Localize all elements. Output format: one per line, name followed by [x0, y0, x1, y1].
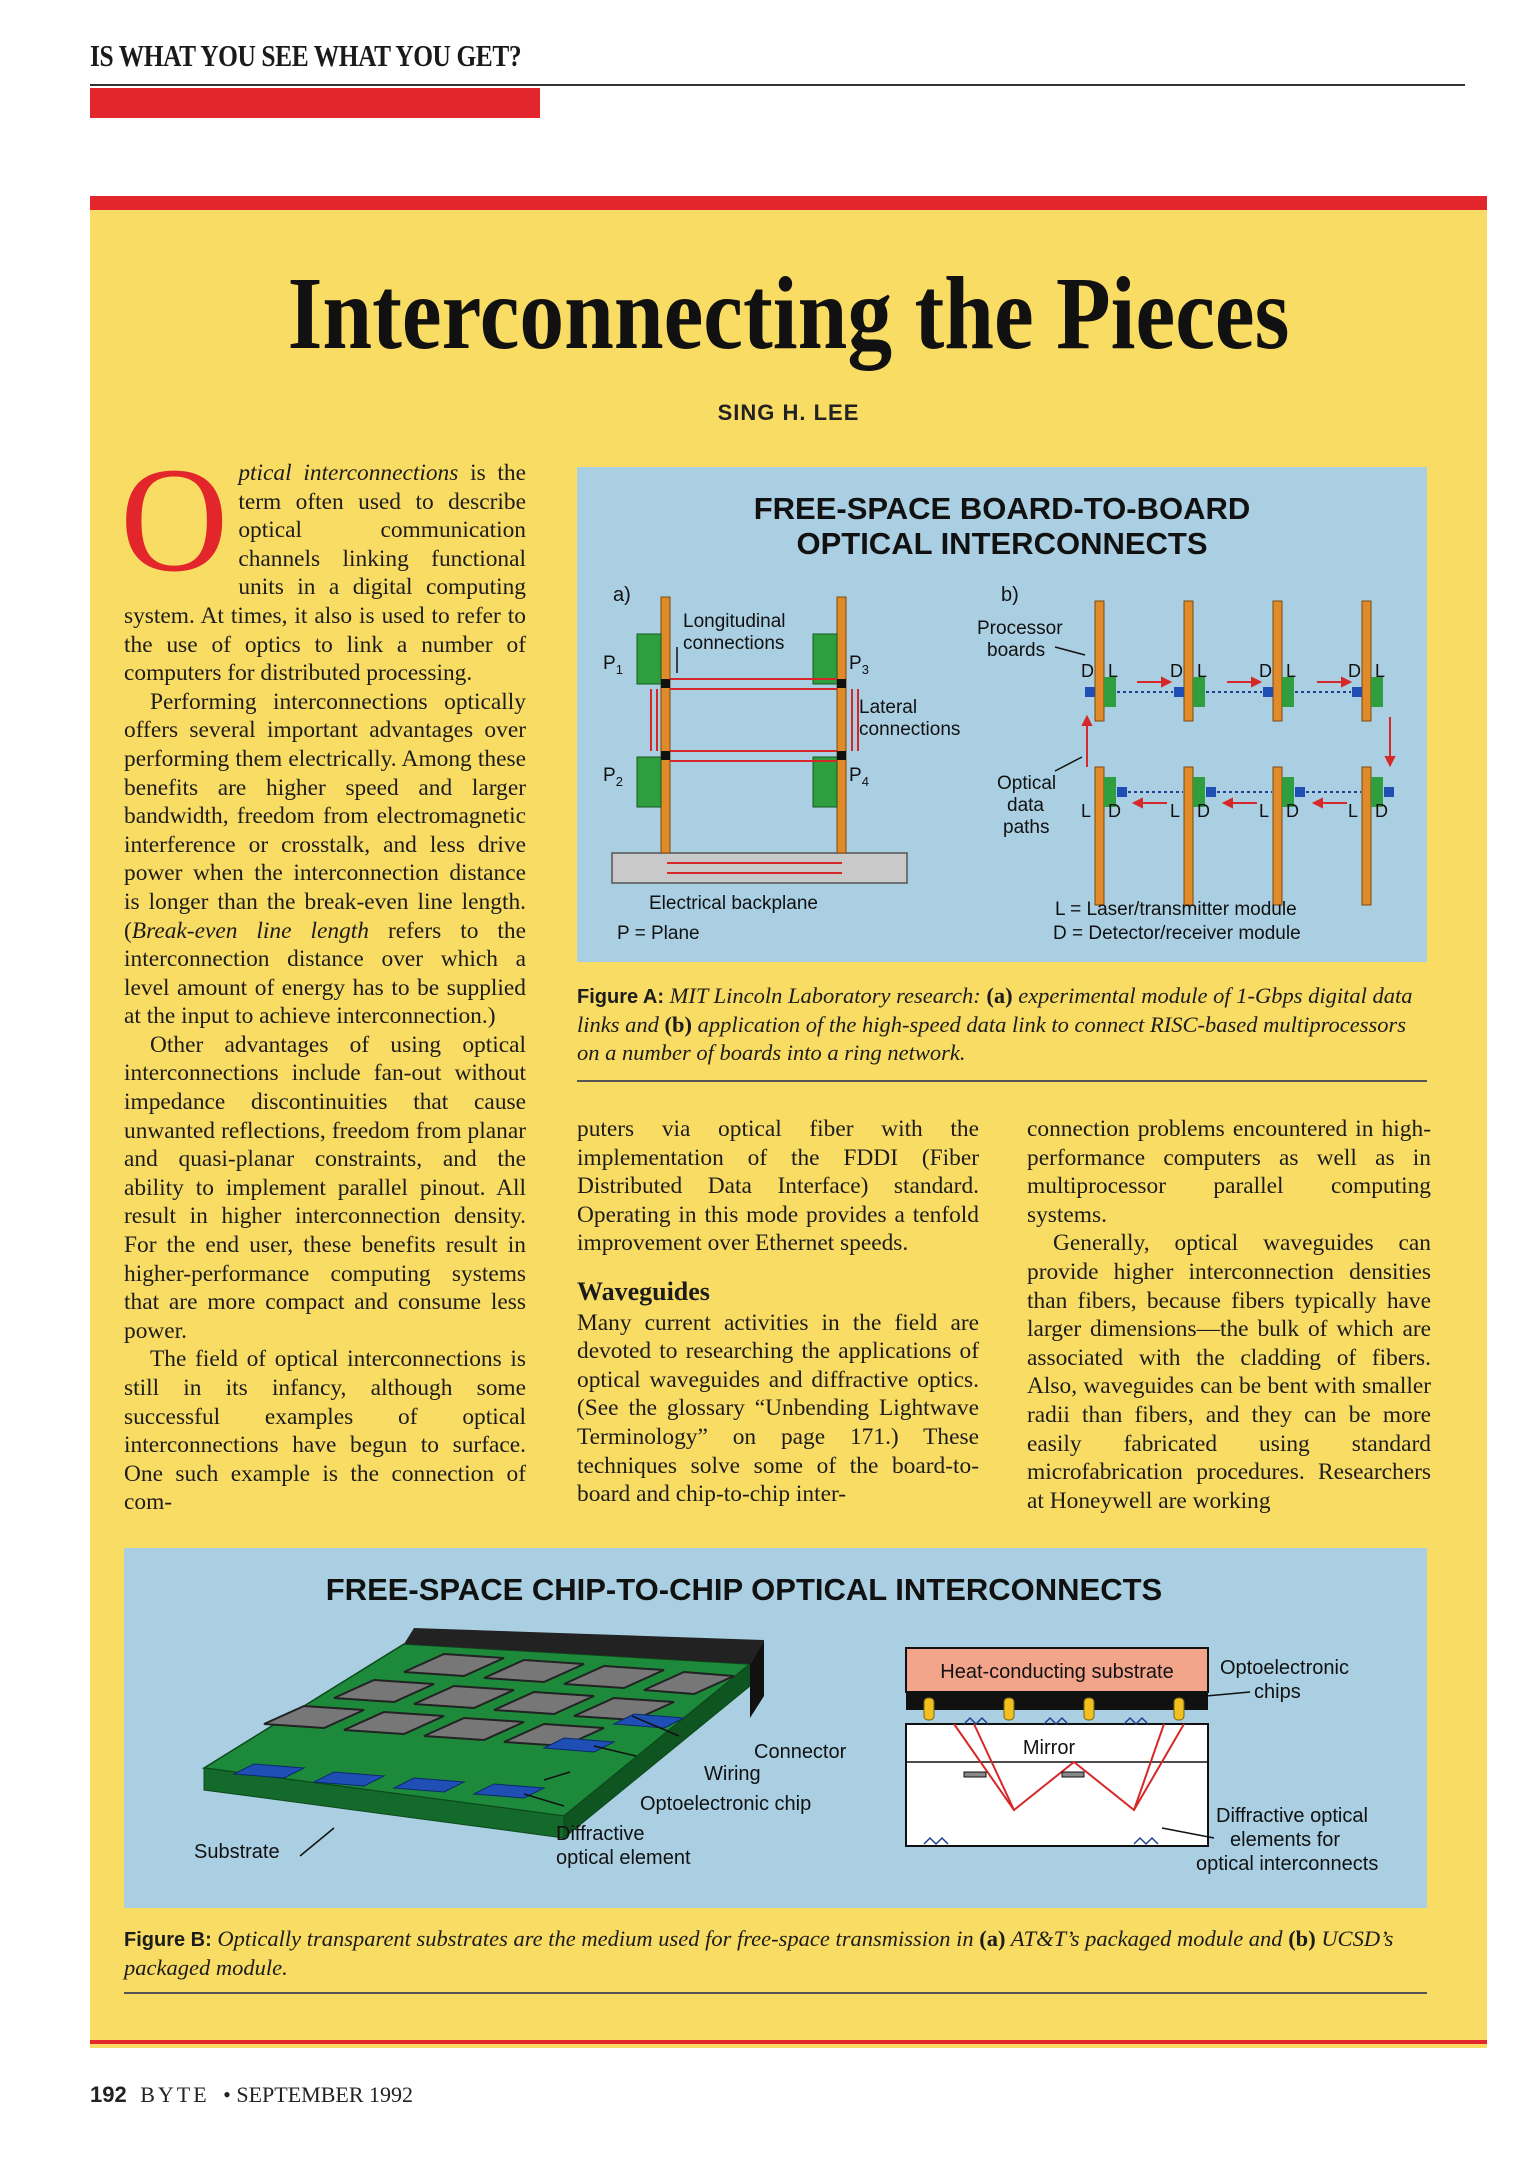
figure-a-diagram: [577, 467, 1427, 962]
panel-top-rule: [90, 196, 1487, 210]
bottom-l-2: L: [1170, 801, 1181, 821]
figure-b-svg: [124, 1548, 1427, 1908]
figure-b-title: FREE-SPACE CHIP-TO-CHIP OPTICAL INTERCONNECTS: [325, 1572, 1163, 1607]
figure-a-caption: Figure A: MIT Lincoln Laboratory research: (a) experimental module of 1-Gbps digital data links and (b) application of the high-speed data link to connect RISC-based multiprocessors on a number of boards into a ring network.: [577, 983, 1413, 1065]
caption-lead: Figure A:: [577, 986, 665, 1008]
callout-line: [300, 1828, 334, 1856]
label-optical: Optical: [997, 773, 1057, 794]
figure-a-caption-rule: [577, 1080, 1427, 1082]
legend-plane: P = Plane: [617, 923, 700, 944]
label-diffractive: Diffractive: [556, 1823, 645, 1845]
mirror-element: [964, 1772, 986, 1777]
bottom-l-4: L: [1348, 801, 1359, 821]
module-p2: [637, 757, 661, 807]
text-column-1: [120, 437, 526, 1517]
processor-board: [1184, 601, 1193, 721]
label-p1: $P_1$: [603, 653, 623, 677]
panel-bottom-rule: [90, 2040, 1487, 2044]
processor-board: [1095, 767, 1104, 905]
figure-b-diagram: [124, 1548, 1427, 1908]
bottom-d-4: D: [1375, 801, 1388, 821]
top-d-1: D: [1081, 661, 1094, 681]
top-l-4: L: [1375, 661, 1386, 681]
label-paths: paths: [1003, 817, 1050, 838]
callout-line: [1055, 757, 1082, 771]
figure-a-title-1: FREE-SPACE BOARD-TO-BOARD: [753, 491, 1251, 526]
label-p2: $P_2$: [603, 765, 623, 789]
paragraph: connection problems encountered in high-performance computers as well as in multiprocessor parallel computing systems.: [1027, 1116, 1431, 1228]
module-p1: [637, 634, 661, 684]
label-doe-3: optical interconnects: [1196, 1853, 1379, 1875]
drop-cap: O: [120, 437, 229, 603]
processor-board: [1095, 601, 1104, 721]
paragraph: Other advantages of using optical interconnections include fan-out without impedance discontinuities that cause unwanted reflections, freedom from planar and quasi-planar constraints, and the ability to implement parallel pinout. All result in higher interconnection density. For the end user, these benefits result in higher-performance computing systems that are more compact and consume less power.: [124, 1031, 526, 1344]
magazine-name: BYTE: [140, 2082, 210, 2107]
page-footer: [90, 2082, 413, 2108]
subhead: Waveguides: [577, 1276, 710, 1306]
module-p4: [813, 757, 837, 807]
panel-b-label: b): [1001, 584, 1019, 606]
bottom-d-1: D: [1108, 801, 1121, 821]
label-lateral: Lateral: [859, 697, 918, 718]
label-heat-substrate: Heat-conducting substrate: [940, 1661, 1174, 1683]
top-l-3: L: [1286, 661, 1297, 681]
board-left: [661, 597, 670, 853]
label-p4: $P_4$: [849, 765, 869, 789]
top-l-1: L: [1108, 661, 1119, 681]
label-boards: boards: [987, 640, 1046, 661]
top-d-3: D: [1259, 661, 1272, 681]
paragraph: [124, 688, 526, 1031]
label-data: data: [1007, 795, 1044, 816]
kicker-accent-bar: [90, 88, 540, 118]
paragraph-text: Performing interconnections optically offers several important advantages over performing them electrically. Among these benefits are higher speed and larger bandwidth, freedom from electromagnetic interference or crosstalk, and less drive power when the interconnection distance is longer than the break-even line length. (: [124, 688, 526, 944]
connector-node: [837, 679, 846, 688]
connector-node: [661, 679, 670, 688]
chip-layer: [906, 1692, 1208, 1710]
label-chips: chips: [1254, 1681, 1301, 1703]
panel-a-label: a): [613, 584, 631, 606]
label-substrate: Substrate: [194, 1841, 280, 1863]
figure-a-title-2: OPTICAL INTERCONNECTS: [796, 526, 1208, 561]
board-right: [837, 597, 846, 853]
figure-b-caption-rule: [124, 1992, 1427, 1994]
label-optical-element: optical element: [556, 1847, 691, 1869]
label-processor: Processor: [977, 618, 1063, 639]
bottom-l-3: L: [1259, 801, 1270, 821]
connector-node: [661, 751, 670, 760]
text-column-3: [1027, 1115, 1431, 1515]
figure-a-svg: [577, 467, 1427, 962]
kicker-rule: [90, 84, 1465, 86]
paragraph-text: refers to the interconnection distance over which a level amount of energy has to be supplied at the input to achieve interconnection.): [124, 917, 526, 1030]
bottom-d-2: D: [1197, 801, 1210, 821]
callout-line: [1055, 647, 1085, 655]
label-mirror: Mirror: [1022, 1737, 1076, 1759]
label-wiring: Wiring: [704, 1763, 761, 1785]
label-backplane: Electrical backplane: [649, 893, 818, 914]
legend-detector: D = Detector/receiver module: [1053, 923, 1301, 944]
caption-lead: Figure B:: [124, 1929, 212, 1951]
top-d-4: D: [1348, 661, 1361, 681]
paragraph: Many current activities in the field are devoted to researching the applications of optical waveguides and diffractive optics. (See the glossary “Unbending Lightwave Terminology” on page 171.) These techniques solve some of the board-to-board and chip-to-chip inter-: [577, 1309, 979, 1508]
label-connector: Connector: [754, 1741, 847, 1763]
paragraph: puters via optical fiber with the implementation of the FDDI (Fiber Distributed Data Interface) standard. Operating in this mode provides a tenfold improvement over Ethernet speeds.: [577, 1116, 979, 1257]
label-p3: $P_3$: [849, 653, 869, 677]
label-opto-chips: Optoelectronic: [1220, 1657, 1349, 1679]
bottom-d-3: D: [1286, 801, 1299, 821]
processor-board: [1273, 767, 1282, 905]
section-kicker: IS WHAT YOU SEE WHAT YOU GET?: [90, 38, 522, 73]
footer-separator: •: [223, 2082, 231, 2107]
page-number: 192: [90, 2082, 127, 2107]
module-p3: [813, 634, 837, 684]
bottom-l-1: L: [1081, 801, 1092, 821]
processor-board: [1184, 767, 1193, 905]
mirror-element: [1062, 1772, 1084, 1777]
top-l-2: L: [1197, 661, 1208, 681]
figure-b-caption: Figure B: Optically transparent substrates are the medium used for free-space transmission in (a) AT&T’s packaged module and (b) UCSD’s packaged module.: [124, 1926, 1394, 1980]
label-connections: connections: [683, 633, 785, 654]
connector-node: [837, 751, 846, 760]
label-doe-1: Diffractive optical: [1216, 1805, 1368, 1827]
article-title: Interconnecting the Pieces: [287, 256, 1290, 371]
paragraph: [120, 437, 526, 688]
label-doe-2: elements for: [1230, 1829, 1341, 1851]
electrical-backplane: [612, 853, 907, 883]
ring-arrows: [1083, 678, 1394, 807]
paragraph: Generally, optical waveguides can provide higher interconnection densities than fibers, because fibers typically have larger dimensions—the bulk of which are associated with the cladding of fibers. Also, waveguides can be bent with smaller radii than fibers, and they can be more easily fabricated using standard microfabrication procedures. Researchers at Honeywell are working: [1027, 1230, 1431, 1514]
label-longitudinal: Longitudinal: [683, 611, 786, 632]
paragraph-text: is the term often used to describe optical communication channels linking functional units in a digital computing system. At times, it also is used to refer to the use of optics to link a number of computers for distributed processing.: [124, 460, 526, 687]
processor-board: [1362, 601, 1371, 721]
italic-term: Break-even line length: [131, 917, 369, 944]
top-d-2: D: [1170, 661, 1183, 681]
italic-term: ptical interconnections: [238, 460, 459, 486]
legend-laser: L = Laser/transmitter module: [1055, 899, 1297, 920]
processor-board: [1362, 767, 1371, 905]
optical-data-paths: [1117, 692, 1361, 792]
text-column-2: [577, 1115, 979, 1509]
issue-date: SEPTEMBER 1992: [236, 2082, 414, 2107]
label-opto-chip: Optoelectronic chip: [640, 1793, 812, 1815]
article-byline: SING H. LEE: [717, 400, 860, 425]
label-lateral-connections: connections: [859, 719, 961, 740]
processor-board: [1273, 601, 1282, 721]
paragraph: The field of optical interconnections is still in its infancy, although some successful examples of optical interconnections have begun to surface. One such example is the connection of com-: [124, 1346, 526, 1516]
